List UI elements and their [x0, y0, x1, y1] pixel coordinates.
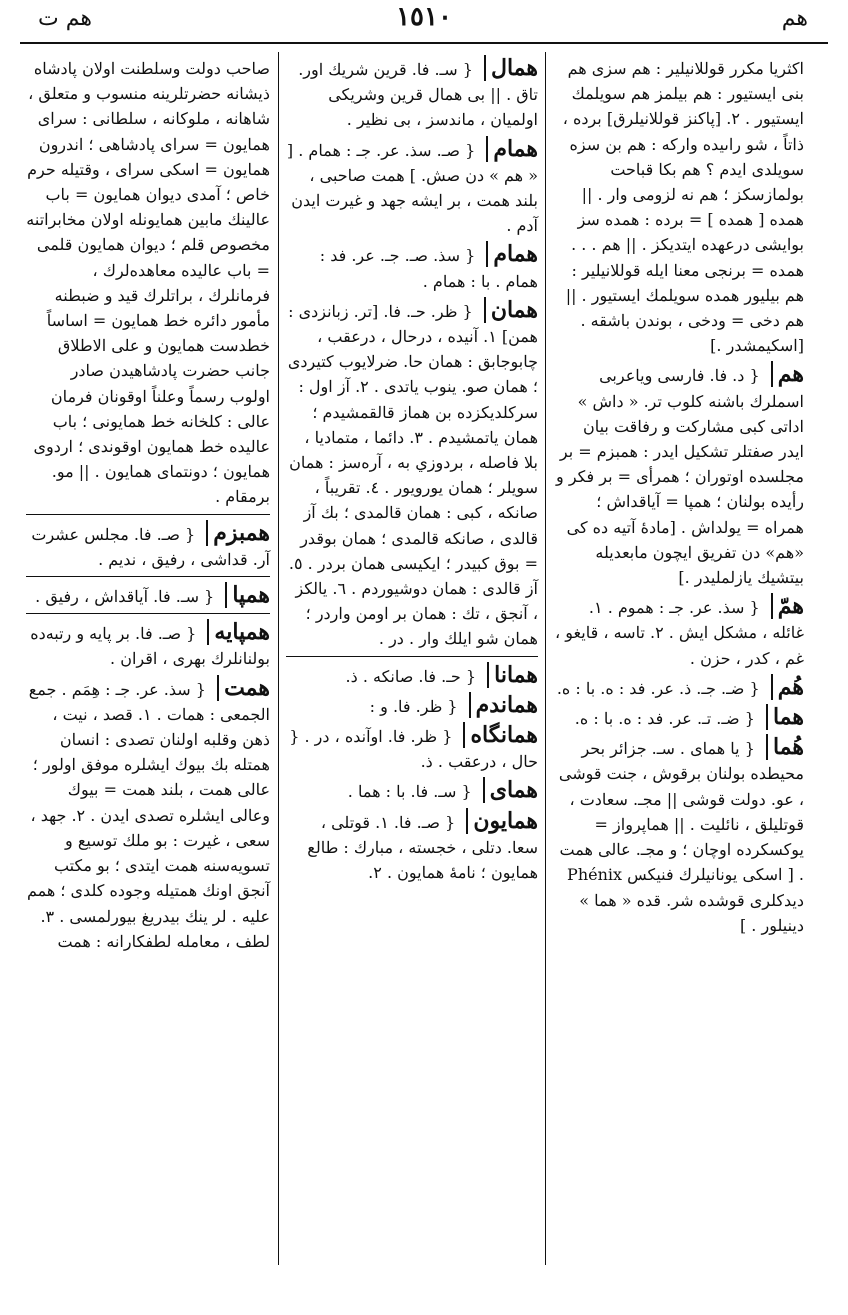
entry-headword: همت	[217, 675, 270, 701]
entry-headword: همانگاه	[463, 722, 538, 748]
entry-text: { سـ. فا. با : هما .	[347, 782, 472, 802]
dictionary-entry	[554, 675, 804, 701]
entry-text: { صـ. فا. مجلس عشرت آر. قداشى ، رفيق ، نديم .	[31, 524, 270, 569]
dictionary-entry	[554, 594, 804, 671]
entry-headword: همانا	[487, 662, 538, 688]
dictionary-entry	[554, 735, 804, 938]
entry-continuation	[554, 56, 804, 358]
entry-text: { صـ. فا. ١. قوتلى ، سعا. دتلى ، خجسته ، مبارك : طالع همايون ؛ نامۀ همايون . ٢.	[307, 812, 538, 883]
dictionary-entry	[286, 693, 538, 719]
page-header	[20, 0, 828, 44]
entry-text: اكثريا مكرر قوللانيلير : هم سزى هم بنى ايستيور : هم بيلمز هم سويلمك ايستيور . ٢. [پاكنز قوللانيلرق] برده ، ذاتاً ، شو راىيده واركه : هم بن سزه سويلدى ايدم ؟ هم بكا قباحت بولمازسكز ؛ هم نه لزومى وار . || همده [ همده ] = برده : همده سز بوايشى درعهده ايتديكز . || هم . . . همده = برنجى معنا ايله قوللانيلير : هم بيليور همده سويلمك ايستيور . || هم دخى = ودخى ، بوندن باشقه . [اسكيمشدر .]	[562, 59, 804, 356]
dictionary-entry	[554, 705, 804, 731]
entry-separator	[286, 656, 538, 657]
dictionary-column-middle	[280, 52, 544, 1265]
dictionary-entry	[286, 298, 538, 652]
dictionary-entry	[286, 809, 538, 886]
dictionary-entry	[286, 663, 538, 689]
dictionary-entry	[26, 521, 270, 572]
entry-text: { صـ. سذ. عر. جـ : همام . [ « هم » دن صش. ] همت صاحبى ، بلند همت ، بر ايشه جهد و غيرت ايدن آدم .	[286, 140, 538, 236]
entry-text: { سـ. فا. قرين شريك اور. تاق . || بى همال قرين وشريكى اولميان ، ماندسز ، بى نظير .	[298, 60, 538, 130]
column-divider-right	[545, 52, 546, 1265]
entry-text: { ظر. فا. اوآنده ، در . { حال ، درعقب . ذ.	[289, 727, 538, 772]
entry-headword: هماى	[483, 777, 538, 803]
entry-text: صاحب دولت وسلطنت اولان پادشاه ذيشانه حضرتلرينه منسوب و متعلق ، شاهانه ، ملوكانه ، سلطانى : سراى همايون = سراى پادشاهى ؛ اندرون همايون = اسكى سراى ، وقتيله حرم خاص ؛ آمدى ديوان همايون = باب عالينك مابين همايونله اولان مخابراتنه مخصوص قلم ؛ ديوان همايون قلمى = باب عاليده معاهده‌لرك ، فرمانلرك ، براتلرك قيد و ضبطنه مأمور دائره خط همايون = اساساً خطدست همايون و على الاطلاق جانب حضرت پادشاهيدن صادر اولوب رسماً وعلناً اوقونان فرمان عالى : كلخانه خط همايونى ؛ باب عاليده خط همايون اوقوندى ؛ اردوى همايون ؛ دونتماى همايون . || مو. برمقام .	[26, 59, 270, 507]
entry-headword: هُما	[766, 734, 804, 760]
dictionary-entry	[554, 362, 804, 590]
entry-separator	[26, 613, 270, 614]
entry-headword: همام	[486, 136, 538, 162]
entry-continuation	[26, 56, 270, 510]
entry-separator	[26, 576, 270, 577]
entry-headword: همام	[486, 241, 538, 267]
entry-text: { سـ. فا. آياقداش ، رفيق .	[35, 587, 215, 607]
dictionary-entry	[286, 242, 538, 293]
dictionary-entry	[286, 56, 538, 133]
entry-text: { سذ. صـ. جـ. عر. فد : همام . با : همام .	[319, 246, 538, 291]
entry-text: { حـ. فا. صانكه . ذ.	[345, 666, 477, 686]
entry-text: { ظر. فا. و :	[369, 696, 458, 716]
entry-headword: همپايه	[207, 619, 270, 645]
entry-headword: همپا	[225, 582, 270, 608]
entry-headword: هما	[766, 704, 804, 730]
dictionary-entry	[26, 620, 270, 671]
entry-text: { ظر. حـ. فا. [تر. زبانزدى : همن] ١. آنيده ، درحال ، درعقب ، چابوجابق : همان حا. ضرلايوب كتيردى ؛ همان صو. ينوب ياتدى . ٢. آز اول : سركلديكزده بن هماز قالقمشيدم ؛ همان ياتمشيدم . ٣. دائما ، متماديا ، بلا فاصله ، بردوزي به ، آره‌سز : همان سويلر ؛ همان يورويور . ٤. تقريباً ، صانكه ، كبى : همان قالمدى ؛ بك آز قالدى ، صانكه قالمدى ؛ همان بوقدر = بوق كبيدر ؛ ايكيسى همان بردر . ٥. آز قالدى : همان دوشيوردم . ٦. يالكز ، آنجق ، تك : همان بر اومن واردر ؛ همان شو ايلك وار . در .	[287, 301, 538, 649]
header-left-guide-word: هم ت	[38, 6, 92, 31]
dictionary-entry	[286, 778, 538, 804]
entry-headword: همّ	[771, 593, 804, 619]
dictionary-entry	[26, 583, 270, 609]
entry-headword: همان	[484, 297, 538, 323]
entry-text: { ضـ. تـ. عر. فد : ه. با : ه.	[574, 709, 755, 729]
entry-headword: هم	[771, 361, 804, 387]
entry-headword: همال	[484, 55, 538, 81]
entry-headword: هماندم	[469, 692, 538, 718]
page-number: ١٥١٠	[396, 2, 452, 32]
entry-separator	[26, 514, 270, 515]
dictionary-column-left	[20, 52, 276, 1265]
dictionary-entry	[26, 676, 270, 954]
column-divider-left	[278, 52, 279, 1265]
entry-text: { ضـ. جـ. ذ. عر. فد : ه. با : ه.	[556, 678, 760, 698]
entry-text: { د. فا. فارسى وياعربى اسملرك باشنه كلوب تر. « داش » اداتى كبى مشاركت و رفاقت بيان ايدر صفتلر تشكيل ايدر : همبزم = بر مجلسده اوتوران ؛ همرأى = بر فكر و رأيده بولنان ؛ همپا = آياقداش ؛ همراه = يولداش . [مادۀ آتيه ده كى «هم» دن تفريق ايچون مابعديله بيتشيك يازلمليدر .]	[556, 366, 804, 588]
entry-headword: همايون	[466, 808, 538, 834]
entry-headword: هُم	[771, 674, 804, 700]
entry-headword: همبزم	[206, 520, 270, 546]
entry-text: { صـ. فا. بر پايه و رتبه‌ده بولنانلرك بهرى ، اقران .	[30, 624, 270, 669]
entry-text: { يا هماى . سـ. جزائر بحر محيطده بولنان برقوش ، جنت قوشى ، عو. دولت قوشى || مجـ. سعادت ، قوتليلق ، نائليت . || هماپرواز = يوكسكرده اوچان ؛ و مجـ. عالى همت . [ اسكى يونانيلرك فنيكس Phénix ديدكلرى قوشده شر. قده « هما » دينيلور . ]	[558, 739, 804, 935]
dictionary-entry	[286, 137, 538, 239]
dictionary-entry	[286, 723, 538, 774]
dictionary-column-right	[548, 52, 810, 1265]
header-right-guide-word: هم	[781, 6, 808, 31]
entry-text: { سذ. عر. جـ : هِمَم . جمع الجمعى : همات . ١. قصد ، نيت ، ذهن وقلبه اولنان تصدى : انسان همتله بك بيوك ايشلره موفق اولور ؛ عالى همت ، بلند همت = بيوك وعالى ايشلره تصدى ايدن . ٢. جهد ، سعى ، غيرت : بو ملك توسيع و تسويه‌سنه همت ايتدى ؛ بو مكتب آنجق اونك همتيله وجوده كلدى ؛ همم عليه . لر ينك بيدريغ بيورلمسى . ٣. لطف ، معامله لطفكارانه : همت	[26, 679, 270, 951]
entry-text: { سذ. عر. جـ : هموم . ١. غائله ، مشكل ايش . ٢. تاسه ، قايغو ، غم ، كدر ، حزن .	[555, 598, 804, 668]
